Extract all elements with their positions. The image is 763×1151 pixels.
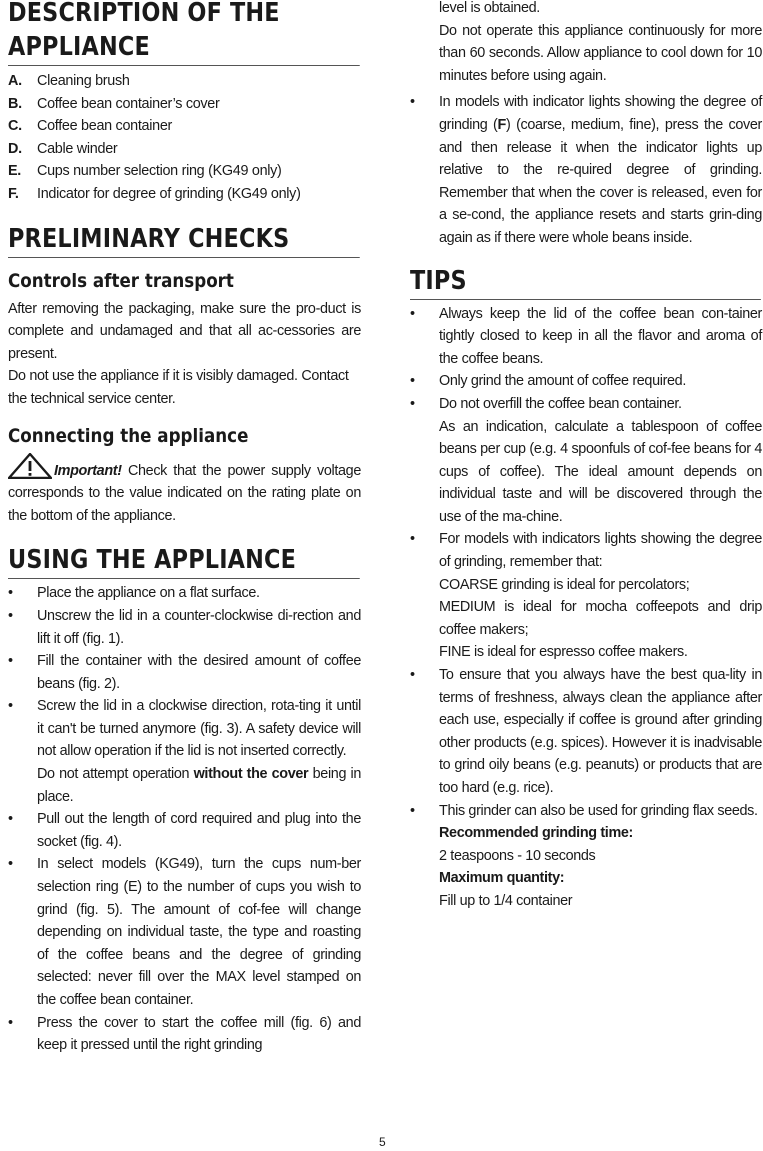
parts-list-item: E. Cups number selection ring (KG49 only) [8, 163, 282, 180]
list-item: • Place the appliance on a flat surface. [8, 585, 260, 602]
list-item: • Do not overfill the coffee bean container. As an indication, calculate a tablespoon of coffee beans per cup (e.g. 4 spoonfuls of cof-fee beans for 4 cups of coffee). The ideal amount depends on individual taste and will be discovered through the use of the ma-chine. [410, 395, 762, 525]
list-item: • Always keep the lid of the coffee bean con-tainer tightly closed to keep in all the flavor and aroma of the coffee beans. [410, 305, 762, 367]
list-item: • To ensure that you always have the best qua-lity in terms of freshness, always clean the appliance after each use, especially if coffee is ground after grinding other products (e.g. spices). However it is inadvisable to grind oily beans (e.g. peanuts) or products that are too hard (e.g. rice). [410, 667, 762, 796]
transport-subheading: Controls after transport [8, 269, 234, 292]
parts-list-item: D. Cable winder [8, 140, 118, 157]
right-column [410, 0, 762, 913]
continued-text: level is obtained. Do not operate this appliance continuously for more than 60 seconds. Allow appliance to cool down for 10 minutes before using again. [439, 0, 762, 84]
connecting-subheading: Connecting the appliance [8, 424, 249, 447]
parts-list-item: A. Cleaning brush [8, 73, 130, 89]
list-item: • Press the cover to start the coffee mill (fig. 6) and keep it pressed until the right grinding [8, 1014, 361, 1054]
list-item: • Fill the container with the desired amount of coffee beans (fig. 2). [8, 653, 361, 692]
page-number: 5 [379, 1135, 386, 1149]
transport-paragraph-2: Do not use the appliance if it is visibly damaged. Contact the technical service center. [8, 368, 349, 407]
list-item: • For models with indicators lights showing the degree of grinding, remember that: COARSE grinding is ideal for percolators; MEDIUM is ideal for mocha coffeepots and drip coffee makers; FINE is ideal for espresso coffee makers. [410, 531, 762, 661]
recommended-time-label: Recommended grinding time: [439, 825, 633, 842]
max-quantity-value: Fill up to 1/4 container [439, 892, 573, 909]
tips-list [410, 303, 762, 913]
max-quantity-label: Maximum quantity: [439, 870, 565, 887]
parts-list-item: C. Coffee bean container [8, 118, 173, 135]
preliminary-heading: PRELIMINARY CHECKS [8, 222, 360, 258]
left-column [8, 0, 361, 1057]
important-label: Important! [54, 462, 122, 479]
connecting-paragraph [8, 453, 361, 528]
recommended-time-value: 2 teaspoons - 10 seconds [439, 847, 596, 864]
connecting-text: Check that the power supply voltage corresponds to the value indicated on the rating plate on the bottom of the appliance. [8, 462, 361, 524]
warning-triangle-icon [8, 453, 52, 479]
transport-paragraph: After removing the packaging, make sure the pro-duct is complete and undamaged and that all ac-cessories are present. [8, 300, 361, 362]
list-item: • Pull out the length of cord required and plug into the socket (fig. 4). [8, 811, 361, 850]
parts-list [8, 70, 361, 206]
using-list-continued [410, 91, 762, 249]
list-item: • In models with indicator lights showing the degree of grinding (F) (coarse, medium, fine), press the cover and then release it when the indicator lights up relative to the re-quired degree of grinding. Remember that when the cover is released, even for a se-cond, the appliance resets and starts grin-ding again as if there were whole beans inside. [410, 94, 762, 246]
list-item: • This grinder can also be used for grinding flax seeds. Recommended grinding time: 2 teaspoons - 10 seconds Maximum quantity: Fill up to 1/4 container [410, 800, 762, 913]
list-item: • Only grind the amount of coffee required. [410, 373, 686, 390]
tips-heading: TIPS [410, 264, 761, 300]
parts-list-item: B. Coffee bean container’s cover [8, 95, 220, 112]
description-heading: DESCRIPTION OF THE APPLIANCE [8, 0, 360, 66]
list-item: • Unscrew the lid in a counter-clockwise di-rection and lift it off (fig. 1). [8, 607, 361, 647]
using-list [8, 582, 361, 1056]
parts-list-item: F. Indicator for degree of grinding (KG49 only) [8, 185, 301, 202]
list-item: • Screw the lid in a clockwise direction, rota-ting it until it can't be turned anymore (fig. 3). A safety device will not allow operation if the lid is not inserted correctly. Do not attempt operation without the cover being in place. [8, 698, 361, 805]
list-item: • In select models (KG49), turn the cups num-ber selection ring (E) to the number of cups you wish to grind (fig. 5). The amount of cof-fee will change depending on individual taste, the type and roasting of the coffee beans and the degree of grinding selected: never fill over the MAX level stamped on the coffee bean container. [8, 856, 361, 1008]
using-heading: USING THE APPLIANCE [8, 543, 360, 579]
